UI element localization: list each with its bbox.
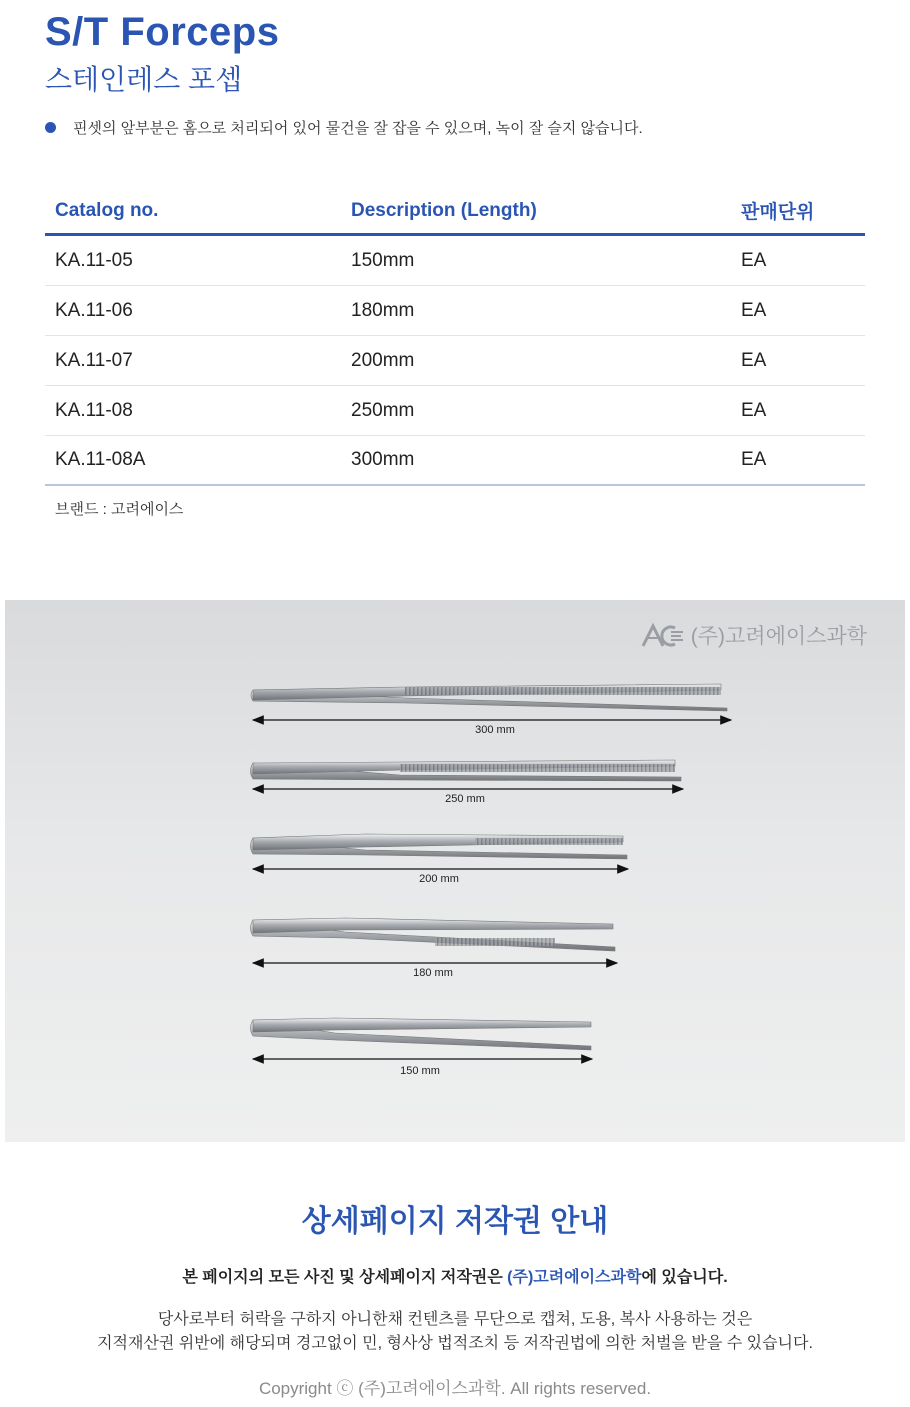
forceps-250mm: [251, 760, 684, 789]
header-unit: 판매단위: [741, 202, 815, 223]
table-row: [45, 386, 865, 436]
notice-suffix: 에 있습니다.: [641, 1269, 728, 1286]
cell-catalog: KA.11-08: [55, 399, 133, 421]
forceps-150mm: [251, 1018, 593, 1059]
bullet-dot-icon: [45, 122, 56, 133]
forceps-180mm: [251, 918, 618, 963]
cell-length: 150mm: [351, 249, 415, 271]
header-catalog: Catalog no.: [55, 199, 159, 221]
cell-unit: EA: [741, 299, 767, 321]
cell-catalog: KA.11-05: [55, 249, 133, 271]
table-row: [45, 236, 865, 286]
cell-length: 250mm: [351, 399, 415, 421]
dim-label-200: 200 mm: [419, 873, 459, 885]
notice-prefix: 본 페이지의 모든 사진 및 상세페이지 저작권은: [182, 1269, 508, 1286]
copyright-line-1: 당사로부터 허락을 구하지 아니한채 컨텐츠를 무단으로 캡쳐, 도용, 복사 사용하는 것은: [157, 1311, 753, 1328]
forceps-illustration: [5, 600, 905, 1142]
forceps-200mm: [251, 834, 629, 869]
cell-length: 300mm: [351, 449, 415, 470]
catalog-table: [45, 188, 865, 486]
cell-catalog: KA.11-07: [55, 349, 133, 371]
dim-label-250: 250 mm: [445, 793, 485, 805]
table-header: [45, 188, 865, 236]
logo-text: (주)고려에이스과학: [690, 625, 867, 648]
cell-unit: EA: [741, 449, 767, 470]
dim-label-180: 180 mm: [413, 967, 453, 979]
cell-length: 180mm: [351, 299, 415, 321]
product-title-en: S/T Forceps: [45, 10, 280, 54]
forceps-300mm: [251, 684, 731, 720]
dim-label-300: 300 mm: [475, 724, 515, 736]
cell-length: 200mm: [351, 349, 415, 371]
brand-label: 브랜드 : 고려에이스: [55, 501, 184, 518]
cell-unit: EA: [741, 399, 767, 421]
product-photo: [5, 600, 905, 1142]
notice-company: (주)고려에이스과학: [507, 1269, 642, 1286]
product-title-ko: 스테인레스 포셉: [45, 64, 243, 95]
feature-text: 핀셋의 앞부분은 홈으로 처리되어 있어 물건을 잘 잡을 수 있으며, 녹이 잘 슬지 않습니다.: [73, 120, 643, 137]
copyright-footer: Copyright ⓒ (주)고려에이스과학. All rights reserved.: [258, 1379, 652, 1398]
cell-unit: EA: [741, 249, 767, 271]
feature-bullet: [45, 117, 643, 138]
table-row: [45, 436, 865, 486]
header-description: Description (Length): [351, 199, 537, 221]
cell-catalog: KA.11-06: [55, 299, 133, 321]
copyright-notice: [0, 1264, 910, 1287]
table-row: [45, 336, 865, 386]
copyright-title: 상세페이지 저작권 안내: [301, 1205, 609, 1238]
cell-catalog: KA.11-08A: [55, 449, 146, 470]
cell-unit: EA: [741, 349, 767, 371]
dim-label-150: 150 mm: [400, 1065, 440, 1077]
table-row: [45, 286, 865, 336]
copyright-line-2: 지적재산권 위반에 해당되며 경고없이 민, 형사상 법적조치 등 저작권법에 의한 처벌을 받을 수 있습니다.: [97, 1335, 813, 1352]
